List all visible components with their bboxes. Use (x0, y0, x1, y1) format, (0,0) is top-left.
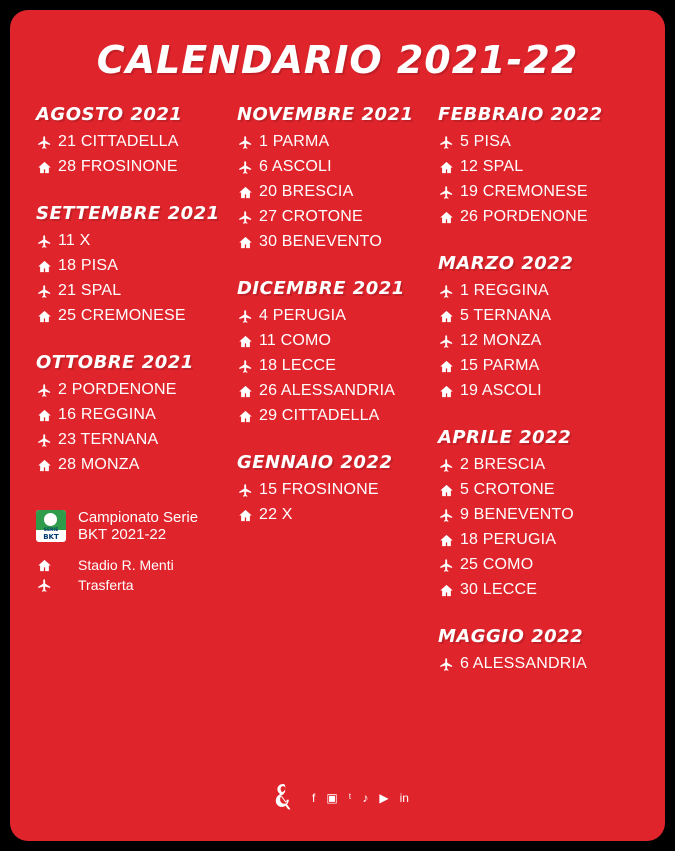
match-label: 18 PISA (58, 257, 119, 274)
column-2 (237, 104, 438, 700)
legend-home-label: Stadio R. Menti (78, 557, 174, 573)
match-label: 15 PARMA (459, 357, 540, 374)
match-label: 5 TERNANA (459, 307, 552, 324)
plane-icon (36, 234, 58, 249)
plane-icon (36, 433, 58, 448)
month-block (237, 104, 430, 252)
home-icon (36, 309, 58, 324)
match-row (237, 182, 430, 202)
match-row (237, 232, 430, 252)
home-icon (237, 185, 259, 200)
match-label: 19 CREMONESE (459, 183, 588, 200)
match-row (237, 132, 430, 152)
home-icon (36, 458, 58, 473)
match-row (237, 381, 430, 401)
plane-icon (438, 657, 460, 672)
match-row (438, 505, 631, 525)
month-block (438, 104, 631, 227)
footer (10, 781, 665, 815)
match-row (36, 157, 229, 177)
match-row (237, 356, 430, 376)
month-name: AGOSTO 2021 (36, 104, 183, 125)
home-icon (438, 483, 460, 498)
match-label: 28 FROSINONE (58, 158, 178, 175)
match-label: 6 ALESSANDRIA (459, 655, 588, 672)
match-row (237, 505, 430, 525)
match-label: 27 CROTONE (258, 208, 363, 225)
match-label: 12 SPAL (459, 158, 524, 175)
month-block (237, 278, 430, 426)
plane-icon (237, 135, 259, 150)
home-icon (438, 533, 460, 548)
match-row (36, 405, 229, 425)
match-row (438, 530, 631, 550)
match-row (438, 455, 631, 475)
home-icon (36, 558, 78, 573)
home-icon (237, 508, 259, 523)
match-row (438, 157, 631, 177)
home-icon (237, 334, 259, 349)
plane-icon (237, 210, 259, 225)
home-icon (438, 583, 460, 598)
social-links[interactable] (312, 792, 409, 804)
month-block (36, 352, 229, 475)
home-icon (237, 409, 259, 424)
column-1 (36, 104, 237, 700)
match-row (438, 281, 631, 301)
badge-serie-label: SERIE (43, 528, 59, 533)
legend-competition (36, 509, 229, 543)
match-label: 26 ALESSANDRIA (258, 382, 396, 399)
twitter-icon[interactable]: ᵗ (348, 791, 352, 805)
match-label: 18 PERUGIA (459, 531, 557, 548)
months-columns (10, 104, 665, 700)
match-label: 9 BENEVENTO (459, 506, 574, 523)
home-icon (438, 160, 460, 175)
plane-icon (237, 309, 259, 324)
month-block (438, 626, 631, 674)
tiktok-icon[interactable]: ♪ (362, 791, 369, 805)
match-label: 2 BRESCIA (459, 456, 546, 473)
plane-icon (237, 160, 259, 175)
match-row (237, 331, 430, 351)
match-row (438, 381, 631, 401)
calendar-poster (10, 10, 665, 841)
month-block (438, 427, 631, 600)
match-row (438, 331, 631, 351)
month-block (36, 104, 229, 177)
month-block (438, 253, 631, 401)
month-name: FEBBRAIO 2022 (437, 104, 603, 125)
page-title: CALENDARIO 2021-22 (96, 38, 579, 82)
home-icon (438, 359, 460, 374)
plane-icon (438, 135, 460, 150)
match-row (36, 281, 229, 301)
match-row (438, 182, 631, 202)
home-icon (438, 309, 460, 324)
facebook-icon[interactable]: f (312, 791, 316, 805)
plane-icon (438, 458, 460, 473)
plane-icon (438, 334, 460, 349)
legend-away (36, 577, 229, 593)
match-row (237, 306, 430, 326)
match-label: 22 X (258, 506, 293, 523)
month-name: MAGGIO 2022 (437, 626, 584, 647)
column-3 (438, 104, 639, 700)
plane-icon (438, 558, 460, 573)
month-name: MARZO 2022 (437, 253, 574, 274)
match-label: 6 ASCOLI (258, 158, 332, 175)
match-label: 26 PORDENONE (459, 208, 588, 225)
match-label: 19 ASCOLI (459, 382, 542, 399)
match-row (438, 306, 631, 326)
match-row (36, 430, 229, 450)
match-row (36, 256, 229, 276)
match-row (438, 580, 631, 600)
match-label: 23 TERNANA (58, 431, 159, 448)
match-label: 16 REGGINA (58, 406, 157, 423)
club-logo (266, 781, 300, 815)
home-icon (36, 408, 58, 423)
legend (36, 509, 229, 593)
match-label: 11 COMO (258, 332, 332, 349)
match-label: 25 CREMONESE (58, 307, 186, 324)
match-label: 20 BRESCIA (258, 183, 354, 200)
match-label: 28 MONZA (58, 456, 140, 473)
match-label: 2 PORDENONE (58, 381, 177, 398)
linkedin-icon[interactable]: in (399, 791, 409, 805)
match-row (438, 356, 631, 376)
home-icon (438, 384, 460, 399)
plane-icon (36, 284, 58, 299)
plane-icon (438, 508, 460, 523)
match-row (438, 480, 631, 500)
match-label: 15 FROSINONE (258, 481, 379, 498)
badge-bkt-label: BKT (43, 533, 59, 541)
plane-icon (237, 483, 259, 498)
home-icon (438, 210, 460, 225)
match-label: 29 CITTADELLA (258, 407, 380, 424)
home-icon (237, 384, 259, 399)
plane-icon (36, 135, 58, 150)
plane-icon (36, 383, 58, 398)
match-label: 30 BENEVENTO (258, 233, 383, 250)
plane-icon (438, 185, 460, 200)
youtube-icon[interactable]: ▶ (379, 791, 389, 805)
match-label: 21 SPAL (58, 282, 122, 299)
match-label: 18 LECCE (258, 357, 337, 374)
home-icon (237, 235, 259, 250)
month-name: NOVEMBRE 2021 (236, 104, 414, 125)
match-row (36, 380, 229, 400)
home-icon (36, 259, 58, 274)
match-row (237, 207, 430, 227)
match-label: 1 PARMA (258, 133, 330, 150)
match-row (237, 480, 430, 500)
match-label: 12 MONZA (459, 332, 542, 349)
competition-label: Campionato Serie BKT 2021-22 (78, 509, 199, 543)
match-row (438, 555, 631, 575)
match-row (438, 207, 631, 227)
legend-away-label: Trasferta (78, 577, 134, 593)
plane-icon (36, 578, 78, 593)
match-row (237, 157, 430, 177)
match-label: 21 CITTADELLA (58, 133, 179, 150)
match-row (438, 654, 631, 674)
month-name: APRILE 2022 (437, 427, 572, 448)
plane-icon (237, 359, 259, 374)
match-label: 11 X (58, 232, 91, 249)
match-label: 4 PERUGIA (258, 307, 347, 324)
match-label: 5 CROTONE (459, 481, 555, 498)
match-row (237, 406, 430, 426)
match-label: 30 LECCE (459, 581, 538, 598)
plane-icon (438, 284, 460, 299)
month-block (237, 452, 430, 525)
month-name: DICEMBRE 2021 (236, 278, 405, 299)
instagram-icon[interactable]: ▣ (326, 791, 338, 805)
month-name: SETTEMBRE 2021 (36, 203, 220, 224)
match-label: 1 REGGINA (459, 282, 549, 299)
match-label: 25 COMO (459, 556, 534, 573)
match-row (36, 306, 229, 326)
match-row (36, 455, 229, 475)
month-name: OTTOBRE 2021 (36, 352, 194, 373)
serie-bkt-logo (36, 510, 66, 542)
month-block (36, 203, 229, 326)
match-row (438, 132, 631, 152)
match-row (36, 132, 229, 152)
match-label: 5 PISA (459, 133, 511, 150)
legend-home (36, 557, 229, 573)
match-row (36, 231, 229, 251)
home-icon (36, 160, 58, 175)
month-name: GENNAIO 2022 (236, 452, 393, 473)
